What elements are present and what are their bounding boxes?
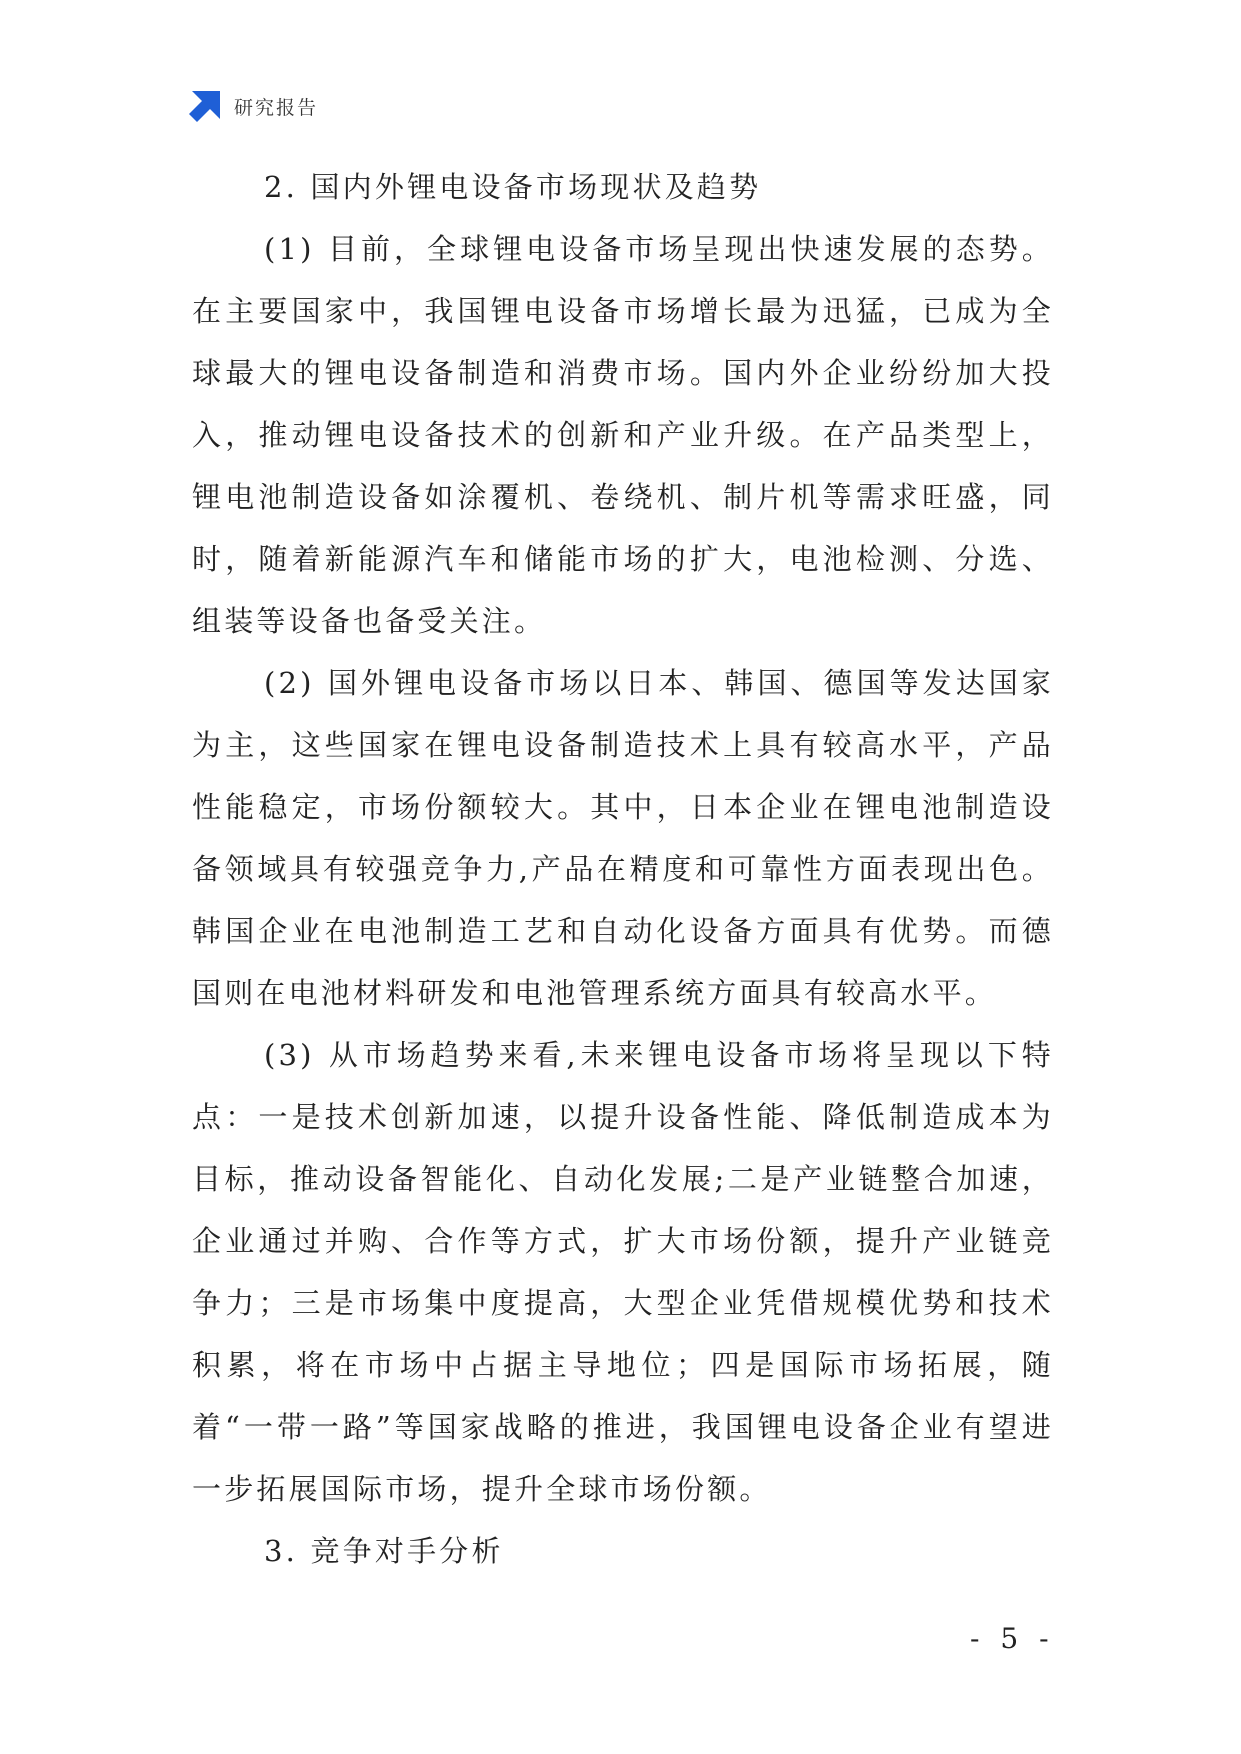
section-heading-2: 2. 国内外锂电设备市场现状及趋势: [264, 170, 762, 204]
section-heading-3: 3. 竞争对手分析: [264, 1534, 504, 1568]
page-number: - 5 -: [970, 1622, 1055, 1655]
paragraph-3: (3) 从市场趋势来看,未来锂电设备市场将呈现以下特点：一是技术创新加速，以提升设备性能、降低制造成本为目标，推动设备智能化、自动化发展;二是产业链整合加速，企业通过并购、合作等方式，扩大市场份额，提升产业链竞争力；三是市场集中度提高，大型企业凭借规模优势和技术积累，将在市场中占据主导地位；四是国际市场拓展，随着“一带一路”等国家战略的推进，我国锂电设备企业有望进一步拓展国际市场，提升全球市场份额。: [192, 1038, 1054, 1506]
paragraph-1: (1) 目前，全球锂电设备市场呈现出快速发展的态势。在主要国家中，我国锂电设备市场增长最为迅猛，已成为全球最大的锂电设备制造和消费市场。国内外企业纷纷加大投入，推动锂电设备技术的创新和产业升级。在产品类型上，锂电池制造设备如涂覆机、卷绕机、制片机等需求旺盛，同时，随着新能源汽车和储能市场的扩大，电池检测、分选、组装等设备也备受关注。: [192, 232, 1054, 638]
header-label: 研究报告: [234, 96, 319, 119]
paragraph-2: (2) 国外锂电设备市场以日本、韩国、德国等发达国家为主，这些国家在锂电设备制造技术上具有较高水平，产品性能稳定，市场份额较大。其中，日本企业在锂电池制造设备领域具有较强竞争力,产品在精度和可靠性方面表现出色。韩国企业在电池制造工艺和自动化设备方面具有优势。而德国则在电池材料研发和电池管理系统方面具有较高水平。: [192, 666, 1054, 1010]
arrow-up-right-logo-icon: [188, 89, 222, 123]
report-header: [188, 88, 318, 124]
document-body: [192, 156, 1054, 1582]
